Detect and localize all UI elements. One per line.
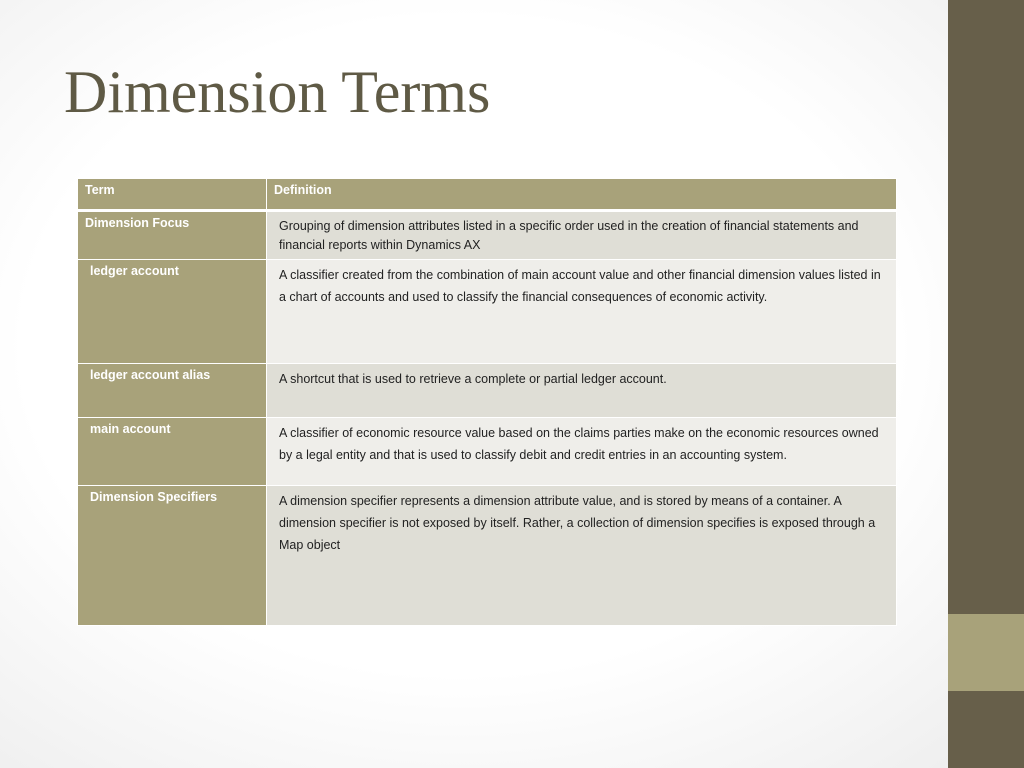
term-cell: ledger account alias [78,364,267,418]
table-row [78,486,897,626]
table-row [78,364,897,418]
definition-cell: A dimension specifier represents a dimension attribute value, and is stored by means of a container. A dimension specifier is not exposed by itself. Rather, a collection of dimension specifies is exposed through a Map object [267,486,897,626]
definition-cell: Grouping of dimension attributes listed in a specific order used in the creation of financial statements and financial reports within Dynamics AX [267,211,897,260]
term-cell: main account [78,418,267,486]
terms-table [77,178,897,626]
table-row [78,211,897,260]
side-decoration-accent [948,614,1024,691]
header-term: Term [78,179,267,211]
slide-title: Dimension Terms [64,59,491,125]
term-cell: ledger account [78,260,267,364]
table-row [78,418,897,486]
table-row [78,260,897,364]
definition-cell: A classifier created from the combination of main account value and other financial dimension values listed in a chart of accounts and used to classify the financial consequences of economic activity. [267,260,897,364]
definition-cell: A shortcut that is used to retrieve a complete or partial ledger account. [267,364,897,418]
definition-cell: A classifier of economic resource value based on the claims parties make on the economic resources owned by a legal entity and that is used to classify debit and credit entries in an accounting system. [267,418,897,486]
header-definition: Definition [267,179,897,211]
term-cell: Dimension Focus [78,211,267,260]
table-header-row [78,179,897,211]
term-cell: Dimension Specifiers [78,486,267,626]
